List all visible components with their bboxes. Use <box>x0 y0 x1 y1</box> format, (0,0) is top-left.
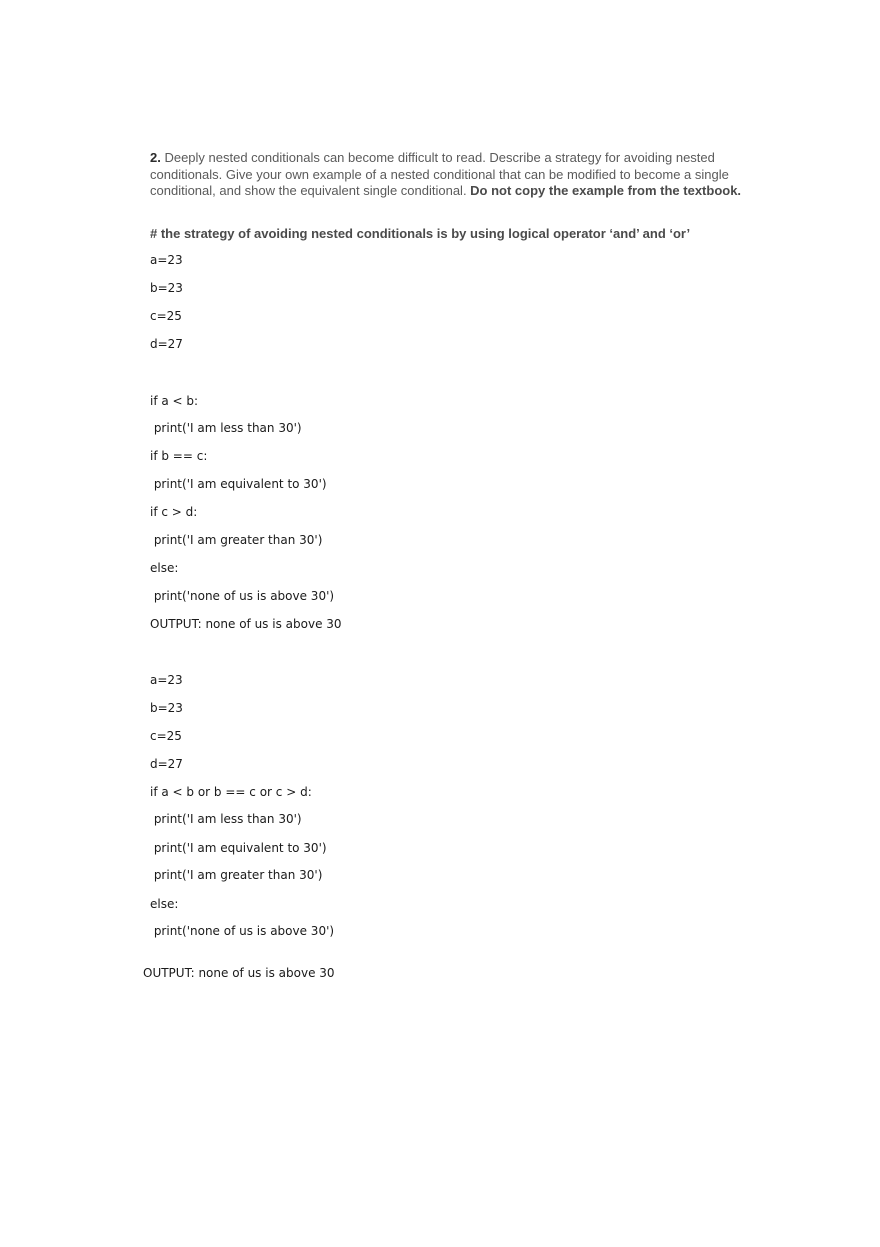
question-instruction: Do not copy the example from the textbook. <box>470 183 742 198</box>
nested-output: OUTPUT: none of us is above 30 <box>150 617 342 631</box>
nested-code-line: print('I am less than 30') <box>150 421 302 435</box>
nested-code-line: print('I am equivalent to 30') <box>150 477 327 491</box>
single-code-line: print('I am equivalent to 30') <box>150 841 327 855</box>
nested-var-a: a=23 <box>150 253 183 267</box>
single-var-b: b=23 <box>150 701 183 715</box>
question-text: Deeply nested conditionals can become difficult to read. Describe a strategy for avoiding nested conditionals. Give your own example of a nested conditional that can be modified to become a single conditional, and show the equivalent single conditional. <box>150 150 729 198</box>
single-code-line: print('I am greater than 30') <box>150 868 323 882</box>
single-var-a: a=23 <box>150 673 183 687</box>
single-output: OUTPUT: none of us is above 30 <box>143 966 335 980</box>
single-code-line: if a < b or b == c or c > d: <box>150 785 312 799</box>
nested-code-line: print('I am greater than 30') <box>150 533 323 547</box>
nested-var-c: c=25 <box>150 309 182 323</box>
single-var-c: c=25 <box>150 729 182 743</box>
single-code-line: else: <box>150 897 179 911</box>
nested-code-line: if a < b: <box>150 394 199 408</box>
question-number: 2. <box>150 150 161 165</box>
strategy-heading: # the strategy of avoiding nested conditionals is by using logical operator ‘and’ and ‘or’ <box>150 226 691 241</box>
single-code-line: print('I am less than 30') <box>150 812 302 826</box>
single-code-line: print('none of us is above 30') <box>150 924 335 938</box>
single-var-d: d=27 <box>150 757 183 771</box>
question-paragraph <box>150 150 750 200</box>
nested-var-d: d=27 <box>150 337 183 351</box>
nested-code-line: if b == c: <box>150 449 208 463</box>
nested-code-line: else: <box>150 561 179 575</box>
nested-code-line: print('none of us is above 30') <box>150 589 335 603</box>
nested-var-b: b=23 <box>150 281 183 295</box>
nested-code-line: if c > d: <box>150 505 198 519</box>
